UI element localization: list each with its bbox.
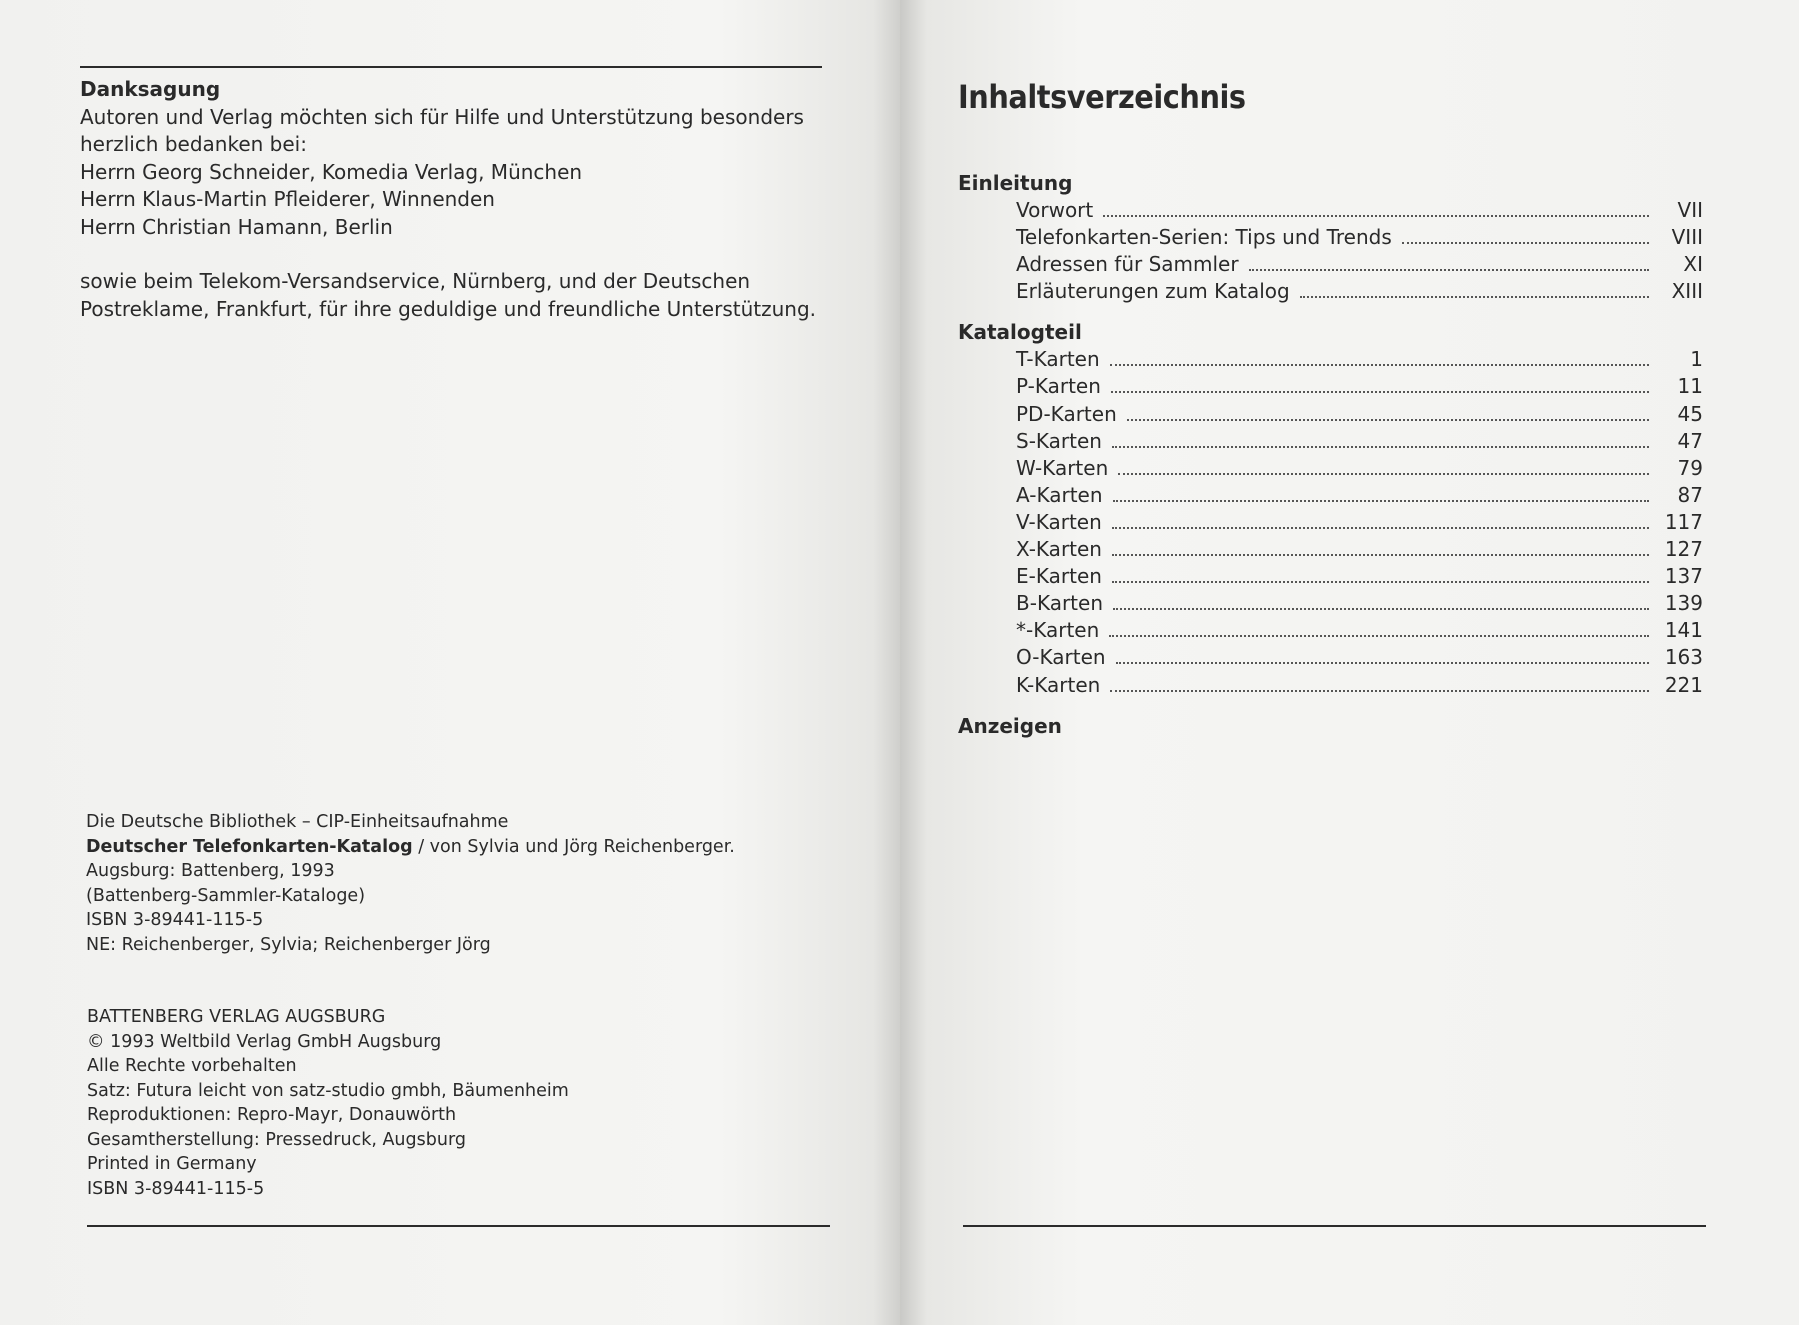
toc-entry-page: VII xyxy=(1677,198,1703,222)
toc-entry[interactable] xyxy=(958,224,1703,251)
table-of-contents xyxy=(958,170,1703,740)
toc-entry-label: W-Karten xyxy=(1016,455,1109,480)
cip-authors: / von Sylvia und Jörg Reichenberger. xyxy=(412,836,735,857)
toc-entry[interactable] xyxy=(958,672,1703,699)
toc-title: Inhaltsverzeichnis xyxy=(958,78,1246,116)
toc-entry-label: Vorwort xyxy=(1016,198,1094,222)
toc-entry-label: *-Karten xyxy=(1016,618,1100,643)
toc-entry-label: Erläuterungen zum Katalog xyxy=(1016,279,1290,304)
leader-dots xyxy=(1116,662,1649,664)
toc-entry-page: XI xyxy=(1683,252,1703,277)
acknowledgements-line: Herrn Christian Hamann, Berlin xyxy=(80,214,393,239)
bottom-rule xyxy=(963,1225,1706,1227)
bottom-rule xyxy=(87,1225,830,1227)
toc-entry-page: 117 xyxy=(1664,509,1703,534)
toc-entry[interactable] xyxy=(958,536,1703,563)
leader-dots xyxy=(1127,419,1649,421)
cip-line: Die Deutsche Bibliothek – CIP-Einheitsaufnahme xyxy=(86,812,509,832)
toc-entry[interactable] xyxy=(958,455,1703,482)
toc-entry-page: VIII xyxy=(1671,225,1703,250)
toc-entry[interactable] xyxy=(958,373,1703,400)
toc-entry-page: XIII xyxy=(1671,279,1703,304)
leader-dots xyxy=(1103,215,1649,217)
toc-entry-label: PD-Karten xyxy=(1016,401,1117,426)
toc-entry-label: P-Karten xyxy=(1016,374,1101,399)
toc-entry[interactable] xyxy=(958,509,1703,536)
leader-dots xyxy=(1113,500,1649,502)
imprint-line: © 1993 Weltbild Verlag GmbH Augsburg xyxy=(87,1031,442,1052)
toc-entry-label: B-Karten xyxy=(1016,591,1104,616)
toc-entry-label: A-Karten xyxy=(1016,482,1103,507)
toc-entry[interactable] xyxy=(958,644,1703,671)
imprint-line: Printed in Germany xyxy=(87,1154,257,1174)
toc-entry[interactable] xyxy=(958,617,1703,644)
acknowledgements-line: herzlich bedanken bei: xyxy=(80,132,307,156)
cip-title: Deutscher Telefonkarten-Katalog xyxy=(86,836,413,857)
cip-line: ISBN 3-89441-115-5 xyxy=(86,910,264,930)
toc-entry-page: 137 xyxy=(1664,564,1703,589)
toc-entry[interactable] xyxy=(958,251,1703,278)
imprint-line: Alle Rechte vorbehalten xyxy=(87,1056,297,1076)
toc-entry[interactable] xyxy=(958,428,1703,455)
toc-entry-page: 221 xyxy=(1664,672,1703,697)
toc-entry-label: E-Karten xyxy=(1016,564,1102,589)
toc-section-heading: Anzeigen xyxy=(958,713,1062,738)
toc-entry-page: 127 xyxy=(1664,537,1703,562)
leader-dots xyxy=(1111,391,1649,393)
imprint-line: Satz: Futura leicht von satz-studio gmbh, Bäumenheim xyxy=(87,1080,569,1101)
imprint-line: Reproduktionen: Repro-Mayr, Donauwörth xyxy=(87,1105,457,1125)
toc-entry-page: 45 xyxy=(1677,401,1703,426)
toc-entry-page: 87 xyxy=(1677,482,1703,507)
acknowledgements-line: Herrn Georg Schneider, Komedia Verlag, München xyxy=(80,159,583,184)
toc-entry[interactable] xyxy=(958,278,1703,305)
toc-entry-page: 139 xyxy=(1664,591,1703,616)
cip-line: NE: Reichenberger, Sylvia; Reichenberger Jörg xyxy=(86,934,491,955)
toc-entry-page: 11 xyxy=(1677,374,1703,399)
toc-entry-label: Adressen für Sammler xyxy=(1016,252,1239,277)
leader-dots xyxy=(1402,242,1649,244)
toc-entry-page: 141 xyxy=(1664,618,1703,643)
toc-entry[interactable] xyxy=(958,482,1703,509)
imprint-line: Gesamtherstellung: Pressedruck, Augsburg xyxy=(87,1129,466,1150)
acknowledgements-heading: Danksagung xyxy=(80,77,221,101)
toc-entry[interactable] xyxy=(958,590,1703,617)
toc-entry-label: K-Karten xyxy=(1016,672,1101,697)
toc-entry-label: O-Karten xyxy=(1016,645,1106,670)
toc-entry-page: 163 xyxy=(1664,645,1703,670)
toc-entry-page: 79 xyxy=(1677,455,1703,480)
leader-dots xyxy=(1112,446,1649,448)
leader-dots xyxy=(1112,527,1649,529)
acknowledgements-line: Autoren und Verlag möchten sich für Hilfe und Unterstützung besonders xyxy=(80,104,804,129)
acknowledgements-line: Herrn Klaus-Martin Pfleiderer, Winnenden xyxy=(80,187,495,211)
toc-entry[interactable] xyxy=(958,346,1703,373)
leader-dots xyxy=(1110,364,1649,366)
leader-dots xyxy=(1300,296,1649,298)
toc-entry-label: Telefonkarten-Serien: Tips und Trends xyxy=(1016,225,1392,250)
acknowledgements-line: sowie beim Telekom-Versandservice, Nürnberg, und der Deutschen xyxy=(80,269,751,293)
leader-dots xyxy=(1112,581,1649,583)
imprint-line: BATTENBERG VERLAG AUGSBURG xyxy=(87,1007,386,1027)
leader-dots xyxy=(1110,690,1649,692)
toc-entry-label: S-Karten xyxy=(1016,428,1102,453)
toc-entry-page: 47 xyxy=(1677,428,1703,453)
leader-dots xyxy=(1113,608,1649,610)
leader-dots xyxy=(1109,635,1649,637)
toc-entry-label: V-Karten xyxy=(1016,509,1102,534)
acknowledgements-line: Postreklame, Frankfurt, für ihre geduldige und freundliche Unterstützung. xyxy=(80,296,817,321)
leader-dots xyxy=(1118,473,1649,475)
cip-title-line xyxy=(86,835,786,860)
cip-record xyxy=(86,810,786,957)
toc-section-heading: Katalogteil xyxy=(958,320,1082,345)
toc-entry-label: X-Karten xyxy=(1016,537,1102,562)
toc-section-heading: Einleitung xyxy=(958,171,1073,195)
cip-line: (Battenberg-Sammler-Kataloge) xyxy=(86,885,366,906)
right-page xyxy=(900,0,1799,1325)
imprint xyxy=(87,1005,787,1201)
acknowledgements xyxy=(80,76,817,323)
toc-entry-label: T-Karten xyxy=(1016,347,1100,372)
toc-entry-page: 1 xyxy=(1690,347,1703,372)
leader-dots xyxy=(1249,269,1649,271)
leader-dots xyxy=(1112,554,1649,556)
toc-entry[interactable] xyxy=(958,563,1703,590)
imprint-line: ISBN 3-89441-115-5 xyxy=(87,1178,265,1199)
toc-entry[interactable] xyxy=(958,401,1703,428)
toc-entry[interactable] xyxy=(958,197,1703,224)
top-rule xyxy=(80,66,822,68)
cip-line: Augsburg: Battenberg, 1993 xyxy=(86,861,335,881)
